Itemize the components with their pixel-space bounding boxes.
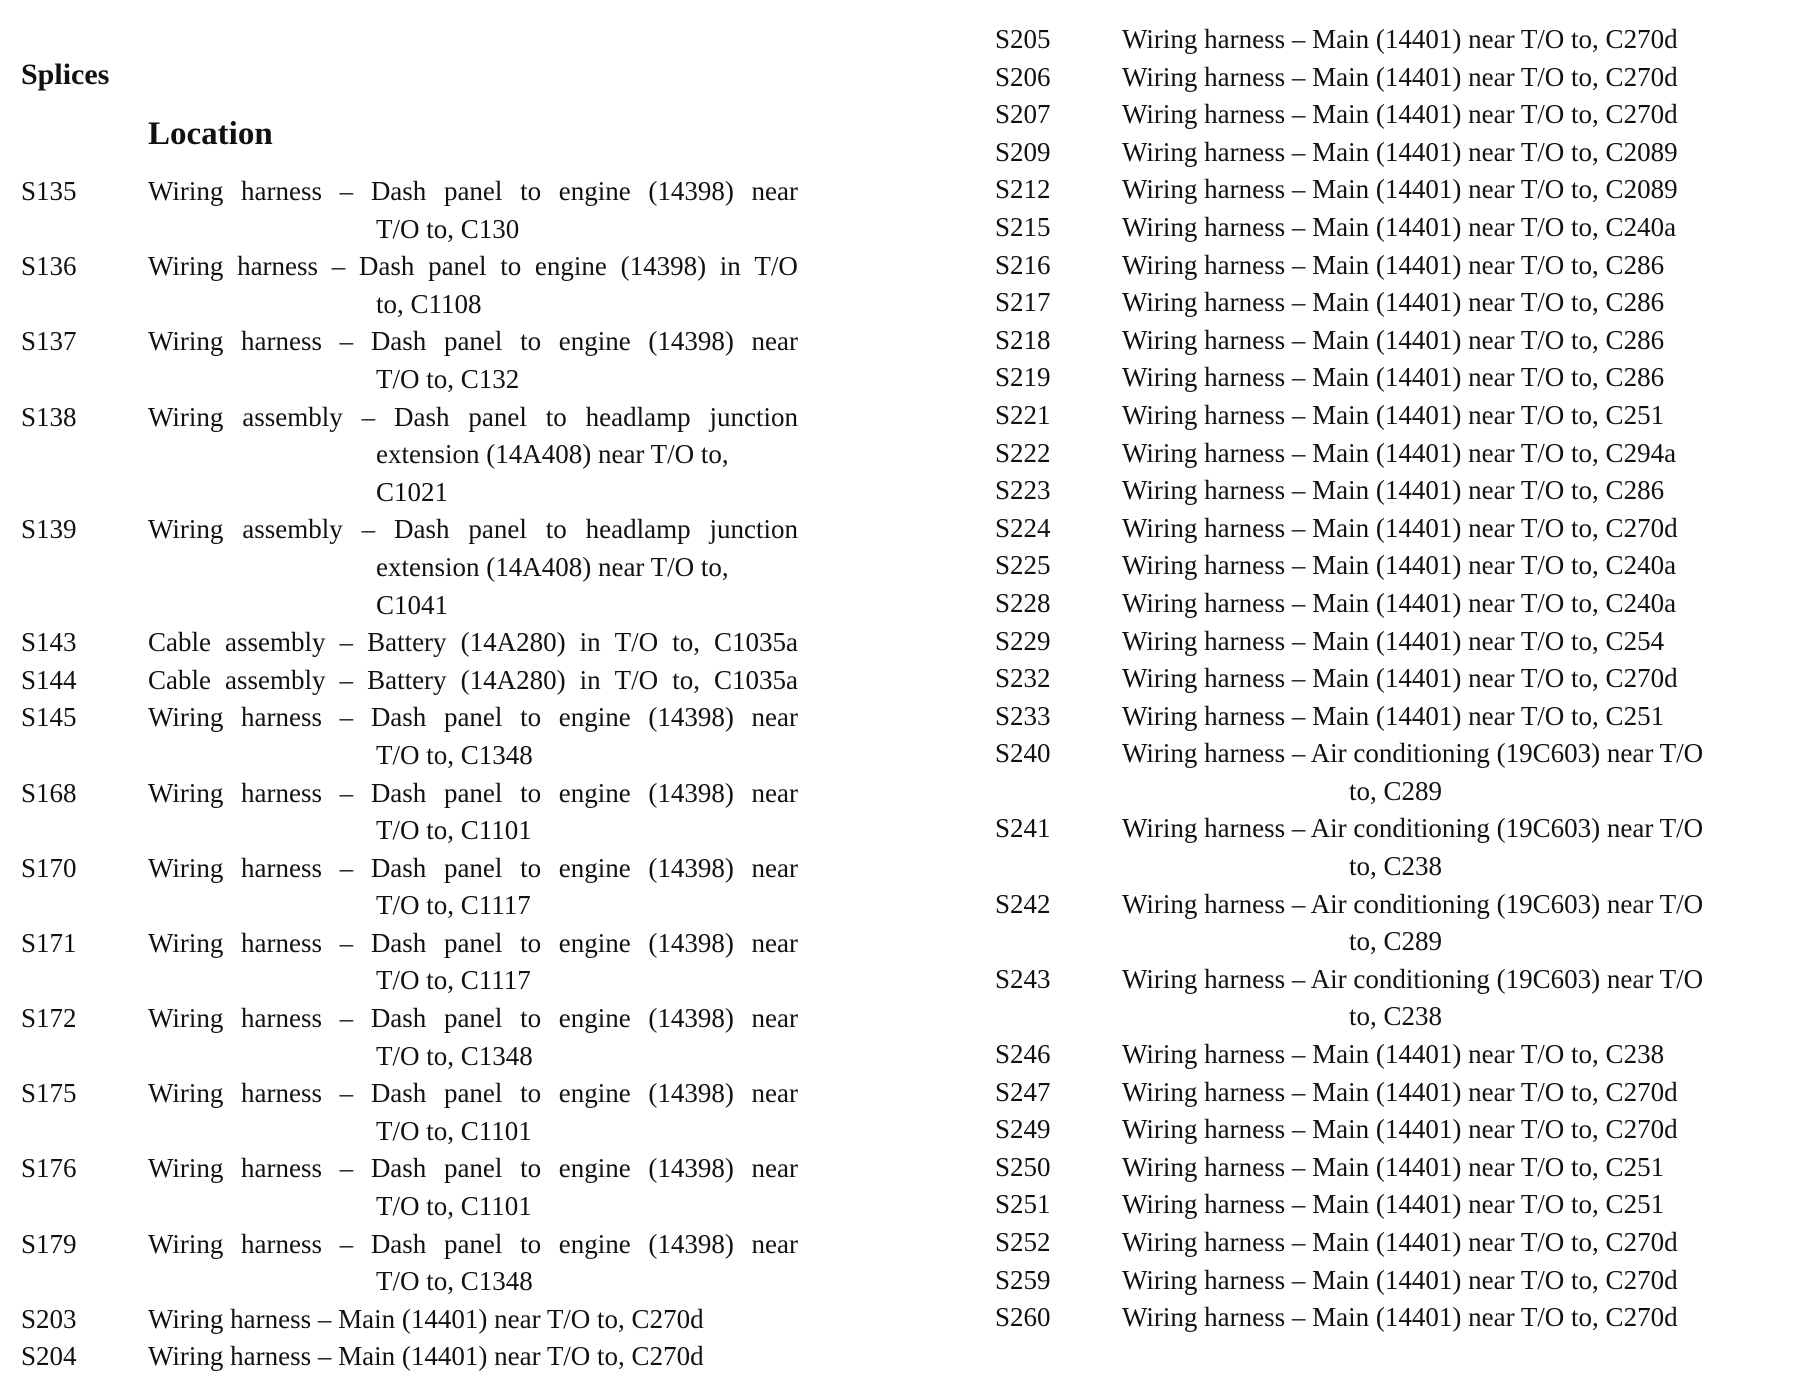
splice-location <box>148 1075 798 1150</box>
splice-code: S232 <box>995 663 1051 694</box>
splice-location-line: Wiring harness – Dash panel to engine (14398) near <box>148 326 798 357</box>
splice-location <box>1122 1149 1782 1187</box>
splice-location-continuation: to, C289 <box>1349 775 1443 806</box>
splice-code: S252 <box>995 1227 1051 1257</box>
splice-location <box>1122 886 1782 961</box>
splice-code: S203 <box>21 1303 77 1334</box>
splice-location <box>1122 585 1782 623</box>
splice-location-line: Wiring harness – Main (14401) near T/O to, C270d <box>1122 663 1678 694</box>
splice-code: S233 <box>995 700 1051 731</box>
splice-location <box>1122 961 1782 1036</box>
splice-code: S217 <box>995 287 1051 318</box>
splice-code: S145 <box>21 702 77 733</box>
splice-code: S168 <box>21 777 77 808</box>
splice-code: S216 <box>995 249 1051 280</box>
splice-location <box>1122 735 1782 810</box>
splice-location <box>1122 96 1782 134</box>
splice-code: S209 <box>995 136 1051 167</box>
splice-location-line: Wiring assembly – Dash panel to headlamp junction <box>148 401 798 432</box>
splice-entry <box>21 399 801 512</box>
splice-location-line: Wiring harness – Main (14401) near T/O to, C286 <box>1122 475 1665 506</box>
splice-code: S260 <box>995 1302 1051 1333</box>
splice-location-line: Wiring harness – Main (14401) near T/O to, C270d <box>1122 61 1678 92</box>
splice-entry <box>995 961 1785 1036</box>
splice-location-line: Wiring harness – Dash panel to engine (14398) in T/O <box>148 251 798 282</box>
splice-location-line: Wiring harness – Main (14401) near T/O to, C238 <box>1122 1039 1665 1070</box>
splice-location <box>1122 623 1782 661</box>
splice-entry <box>995 359 1785 397</box>
splice-location-line: Wiring harness – Main (14401) near T/O to, C294a <box>1122 437 1677 468</box>
splice-entry <box>995 247 1785 285</box>
splice-location-continuation: T/O to, C1101 <box>376 1115 532 1146</box>
splice-entry <box>21 662 801 700</box>
splice-code: S229 <box>995 625 1051 656</box>
splice-code: S212 <box>995 174 1051 205</box>
splice-code: S144 <box>21 664 77 695</box>
splice-location <box>148 662 798 700</box>
splice-entry <box>995 1074 1785 1112</box>
splice-location <box>1122 397 1782 435</box>
splice-entry <box>21 323 801 398</box>
splice-entry <box>21 248 801 323</box>
splice-location-line: Wiring harness – Main (14401) near T/O to, C270d <box>1122 512 1678 543</box>
splice-entry <box>995 59 1785 97</box>
splice-code: S219 <box>995 362 1051 393</box>
splice-code: S170 <box>21 852 77 883</box>
splice-entry <box>995 660 1785 698</box>
splice-location-line: Wiring harness – Air conditioning (19C603) near T/O <box>1122 813 1704 844</box>
splice-code: S225 <box>995 550 1051 581</box>
splice-location-line: Wiring harness – Main (14401) near T/O to, C251 <box>1122 399 1665 430</box>
splice-code: S242 <box>995 888 1051 919</box>
splice-location-continuation: T/O to, C1101 <box>376 1191 532 1222</box>
splice-location-continuation: to, C1108 <box>376 288 482 319</box>
splice-location-continuation: T/O to, C132 <box>376 363 520 394</box>
splice-location-line: Wiring harness – Main (14401) near T/O to, C240a <box>1122 211 1677 242</box>
splice-location-line: Wiring harness – Dash panel to engine (14398) near <box>148 1153 798 1184</box>
splice-location-continuation: C1041 <box>376 589 449 620</box>
splice-location-continuation: T/O to, C1348 <box>376 1266 533 1297</box>
splice-location <box>148 1150 798 1225</box>
splice-entry <box>995 810 1785 885</box>
splice-location <box>1122 698 1782 736</box>
splice-location <box>1122 810 1782 885</box>
splice-location <box>148 850 798 925</box>
splice-code: S137 <box>21 326 77 357</box>
splice-location <box>148 1226 798 1301</box>
splice-code: S207 <box>995 99 1051 130</box>
splice-location <box>1122 284 1782 322</box>
splice-code: S250 <box>995 1151 1051 1182</box>
splice-location-continuation: to, C238 <box>1349 851 1443 882</box>
splice-code: S205 <box>995 24 1051 54</box>
splice-entry <box>995 1111 1785 1149</box>
splice-location-line: Cable assembly – Battery (14A280) in T/O to, C1035a <box>148 664 798 695</box>
splice-code: S176 <box>21 1153 77 1184</box>
splice-code: S171 <box>21 927 77 958</box>
splice-location <box>1122 1186 1782 1224</box>
splice-location-line: Wiring harness – Dash panel to engine (14398) near <box>148 927 798 958</box>
splice-location-continuation: T/O to, C1348 <box>376 739 533 770</box>
splice-entry <box>995 698 1785 736</box>
splice-code: S249 <box>995 1114 1051 1145</box>
splice-entry <box>21 511 801 624</box>
splice-entry <box>995 134 1785 172</box>
splice-entry <box>21 1301 801 1339</box>
splice-location <box>148 775 798 850</box>
splice-code: S218 <box>995 324 1051 355</box>
splice-code: S224 <box>995 512 1051 543</box>
splice-location-line: Wiring harness – Main (14401) near T/O to, C270d <box>148 1341 704 1372</box>
splice-entry <box>995 1186 1785 1224</box>
splice-entry <box>21 1075 801 1150</box>
splice-location-line: Wiring harness – Dash panel to engine (14398) near <box>148 1003 798 1034</box>
splice-location-line: Wiring harness – Main (14401) near T/O to, C240a <box>1122 587 1677 618</box>
splice-list-right <box>995 21 1785 1337</box>
splice-code: S139 <box>21 514 77 545</box>
splice-location-line: Wiring harness – Main (14401) near T/O to, C2089 <box>1122 136 1678 167</box>
splice-location <box>148 1301 798 1339</box>
splice-location <box>1122 1036 1782 1074</box>
splice-entry <box>995 1036 1785 1074</box>
splice-entry <box>995 1262 1785 1300</box>
splice-location-line: Wiring harness – Main (14401) near T/O to, C286 <box>1122 249 1665 280</box>
splice-location-line: Wiring harness – Main (14401) near T/O to, C286 <box>1122 324 1665 355</box>
splice-location-line: Wiring harness – Main (14401) near T/O to, C270d <box>1122 24 1678 54</box>
splice-code: S223 <box>995 475 1051 506</box>
splice-code: S241 <box>995 813 1051 844</box>
splice-location <box>1122 472 1782 510</box>
splice-location-continuation: to, C289 <box>1349 926 1443 957</box>
splice-location <box>1122 134 1782 172</box>
splice-location-line: Wiring harness – Dash panel to engine (14398) near <box>148 852 798 883</box>
splice-entry <box>21 925 801 1000</box>
splice-location-line: Wiring harness – Main (14401) near T/O to, C251 <box>1122 1151 1665 1182</box>
splice-location-line: Wiring harness – Main (14401) near T/O to, C251 <box>1122 700 1665 731</box>
splice-entry <box>21 1150 801 1225</box>
splice-location-line: Wiring harness – Main (14401) near T/O to, C270d <box>1122 1076 1678 1107</box>
splice-location-line: Wiring harness – Main (14401) near T/O to, C240a <box>1122 550 1677 581</box>
splice-location-line: Wiring harness – Air conditioning (19C603) near T/O <box>1122 963 1704 994</box>
splice-entry <box>995 96 1785 134</box>
splice-code: S221 <box>995 399 1051 430</box>
splice-location-line: Wiring harness – Dash panel to engine (14398) near <box>148 1078 798 1109</box>
splice-location <box>1122 435 1782 473</box>
splice-code: S143 <box>21 627 77 658</box>
splice-location-line: Wiring harness – Main (14401) near T/O to, C270d <box>1122 1227 1678 1257</box>
splice-code: S135 <box>21 176 77 206</box>
splice-code: S259 <box>995 1264 1051 1295</box>
splice-location <box>1122 1074 1782 1112</box>
splice-entry <box>995 510 1785 548</box>
splice-location-continuation: T/O to, C1117 <box>376 965 531 996</box>
splice-code: S240 <box>995 738 1051 769</box>
splice-code: S243 <box>995 963 1051 994</box>
splice-entry <box>995 397 1785 435</box>
splice-location-line: Wiring harness – Air conditioning (19C603) near T/O <box>1122 888 1704 919</box>
splice-entry <box>21 624 801 662</box>
splice-entry <box>995 472 1785 510</box>
splice-location <box>148 925 798 1000</box>
splice-location-line: Wiring harness – Dash panel to engine (14398) near <box>148 777 798 808</box>
splice-entry <box>995 209 1785 247</box>
splice-entry <box>995 886 1785 961</box>
splice-location <box>148 323 798 398</box>
splice-location-continuation: T/O to, C130 <box>376 213 520 244</box>
splice-entry <box>995 21 1785 59</box>
splice-location-continuation: T/O to, C1117 <box>376 890 531 921</box>
splice-location <box>1122 359 1782 397</box>
splice-location <box>1122 21 1782 59</box>
splice-location-continuation: T/O to, C1348 <box>376 1040 533 1071</box>
splice-location-line: Wiring harness – Dash panel to engine (14398) near <box>148 176 798 206</box>
splice-location-continuation: to, C238 <box>1349 1001 1443 1032</box>
splice-entry <box>21 1338 801 1376</box>
splice-location-line: Wiring harness – Main (14401) near T/O to, C270d <box>1122 1302 1678 1333</box>
splice-entry <box>995 322 1785 360</box>
splice-entry <box>995 1149 1785 1187</box>
splice-entry <box>21 1226 801 1301</box>
splice-code: S251 <box>995 1189 1051 1220</box>
splice-location <box>1122 1224 1782 1262</box>
splice-location <box>148 1000 798 1075</box>
splice-entry <box>995 735 1785 810</box>
splice-code: S175 <box>21 1078 77 1109</box>
splice-entry <box>21 850 801 925</box>
splice-location <box>148 511 798 624</box>
splice-location-line: Wiring harness – Dash panel to engine (14398) near <box>148 702 798 733</box>
splice-location <box>1122 1262 1782 1300</box>
splice-entry <box>21 775 801 850</box>
splice-location <box>1122 660 1782 698</box>
splice-code: S204 <box>21 1341 77 1372</box>
splice-location <box>148 399 798 512</box>
splice-location <box>1122 1299 1782 1337</box>
splice-entry <box>995 585 1785 623</box>
splice-location <box>148 173 798 248</box>
splice-code: S247 <box>995 1076 1051 1107</box>
splice-code: S138 <box>21 401 77 432</box>
splice-entry <box>995 284 1785 322</box>
splice-location-continuation: extension (14A408) near T/O to, <box>376 439 729 470</box>
splice-code: S206 <box>995 61 1051 92</box>
splice-location <box>148 699 798 774</box>
splice-code: S246 <box>995 1039 1051 1070</box>
splice-entry <box>21 699 801 774</box>
splice-location <box>1122 209 1782 247</box>
splice-location-continuation: C1021 <box>376 476 449 507</box>
splice-location-line: Wiring harness – Main (14401) near T/O to, C254 <box>1122 625 1665 656</box>
splice-entry <box>995 435 1785 473</box>
splice-entry <box>995 1299 1785 1337</box>
splice-location-line: Wiring harness – Main (14401) near T/O to, C270d <box>1122 1114 1678 1145</box>
splice-location-line: Wiring assembly – Dash panel to headlamp junction <box>148 514 798 545</box>
page-heading: Splices <box>21 58 110 91</box>
splice-location <box>1122 59 1782 97</box>
splice-entry <box>21 1000 801 1075</box>
splice-location-line: Cable assembly – Battery (14A280) in T/O to, C1035a <box>148 627 798 658</box>
splice-location <box>1122 510 1782 548</box>
splice-location-continuation: extension (14A408) near T/O to, <box>376 551 729 582</box>
splice-code: S172 <box>21 1003 77 1034</box>
splice-code: S222 <box>995 437 1051 468</box>
splice-location-line: Wiring harness – Main (14401) near T/O to, C270d <box>1122 99 1678 130</box>
splice-location <box>148 1338 798 1376</box>
splice-location-line: Wiring harness – Dash panel to engine (14398) near <box>148 1228 798 1259</box>
splice-location-line: Wiring harness – Main (14401) near T/O to, C2089 <box>1122 174 1678 205</box>
splice-code: S136 <box>21 251 77 282</box>
splice-location-line: Wiring harness – Main (14401) near T/O to, C286 <box>1122 287 1665 318</box>
splice-location <box>1122 1111 1782 1149</box>
splice-location-line: Wiring harness – Main (14401) near T/O to, C270d <box>148 1303 704 1334</box>
splice-location-line: Wiring harness – Main (14401) near T/O to, C286 <box>1122 362 1665 393</box>
splice-entry <box>995 171 1785 209</box>
splice-location-continuation: T/O to, C1101 <box>376 815 532 846</box>
splice-entry <box>21 173 801 248</box>
splice-location-line: Wiring harness – Main (14401) near T/O to, C251 <box>1122 1189 1665 1220</box>
location-heading: Location <box>148 116 273 152</box>
splice-entry <box>995 1224 1785 1262</box>
splice-location <box>1122 171 1782 209</box>
splice-entry <box>995 623 1785 661</box>
splice-location-line: Wiring harness – Air conditioning (19C603) near T/O <box>1122 738 1704 769</box>
splice-entry <box>995 547 1785 585</box>
splice-list-left <box>21 173 801 1376</box>
splice-location <box>1122 322 1782 360</box>
splice-location <box>148 248 798 323</box>
splice-location <box>1122 547 1782 585</box>
splice-code: S215 <box>995 211 1051 242</box>
splice-code: S228 <box>995 587 1051 618</box>
splice-location <box>148 624 798 662</box>
splice-location <box>1122 247 1782 285</box>
splice-code: S179 <box>21 1228 77 1259</box>
splice-location-line: Wiring harness – Main (14401) near T/O to, C270d <box>1122 1264 1678 1295</box>
